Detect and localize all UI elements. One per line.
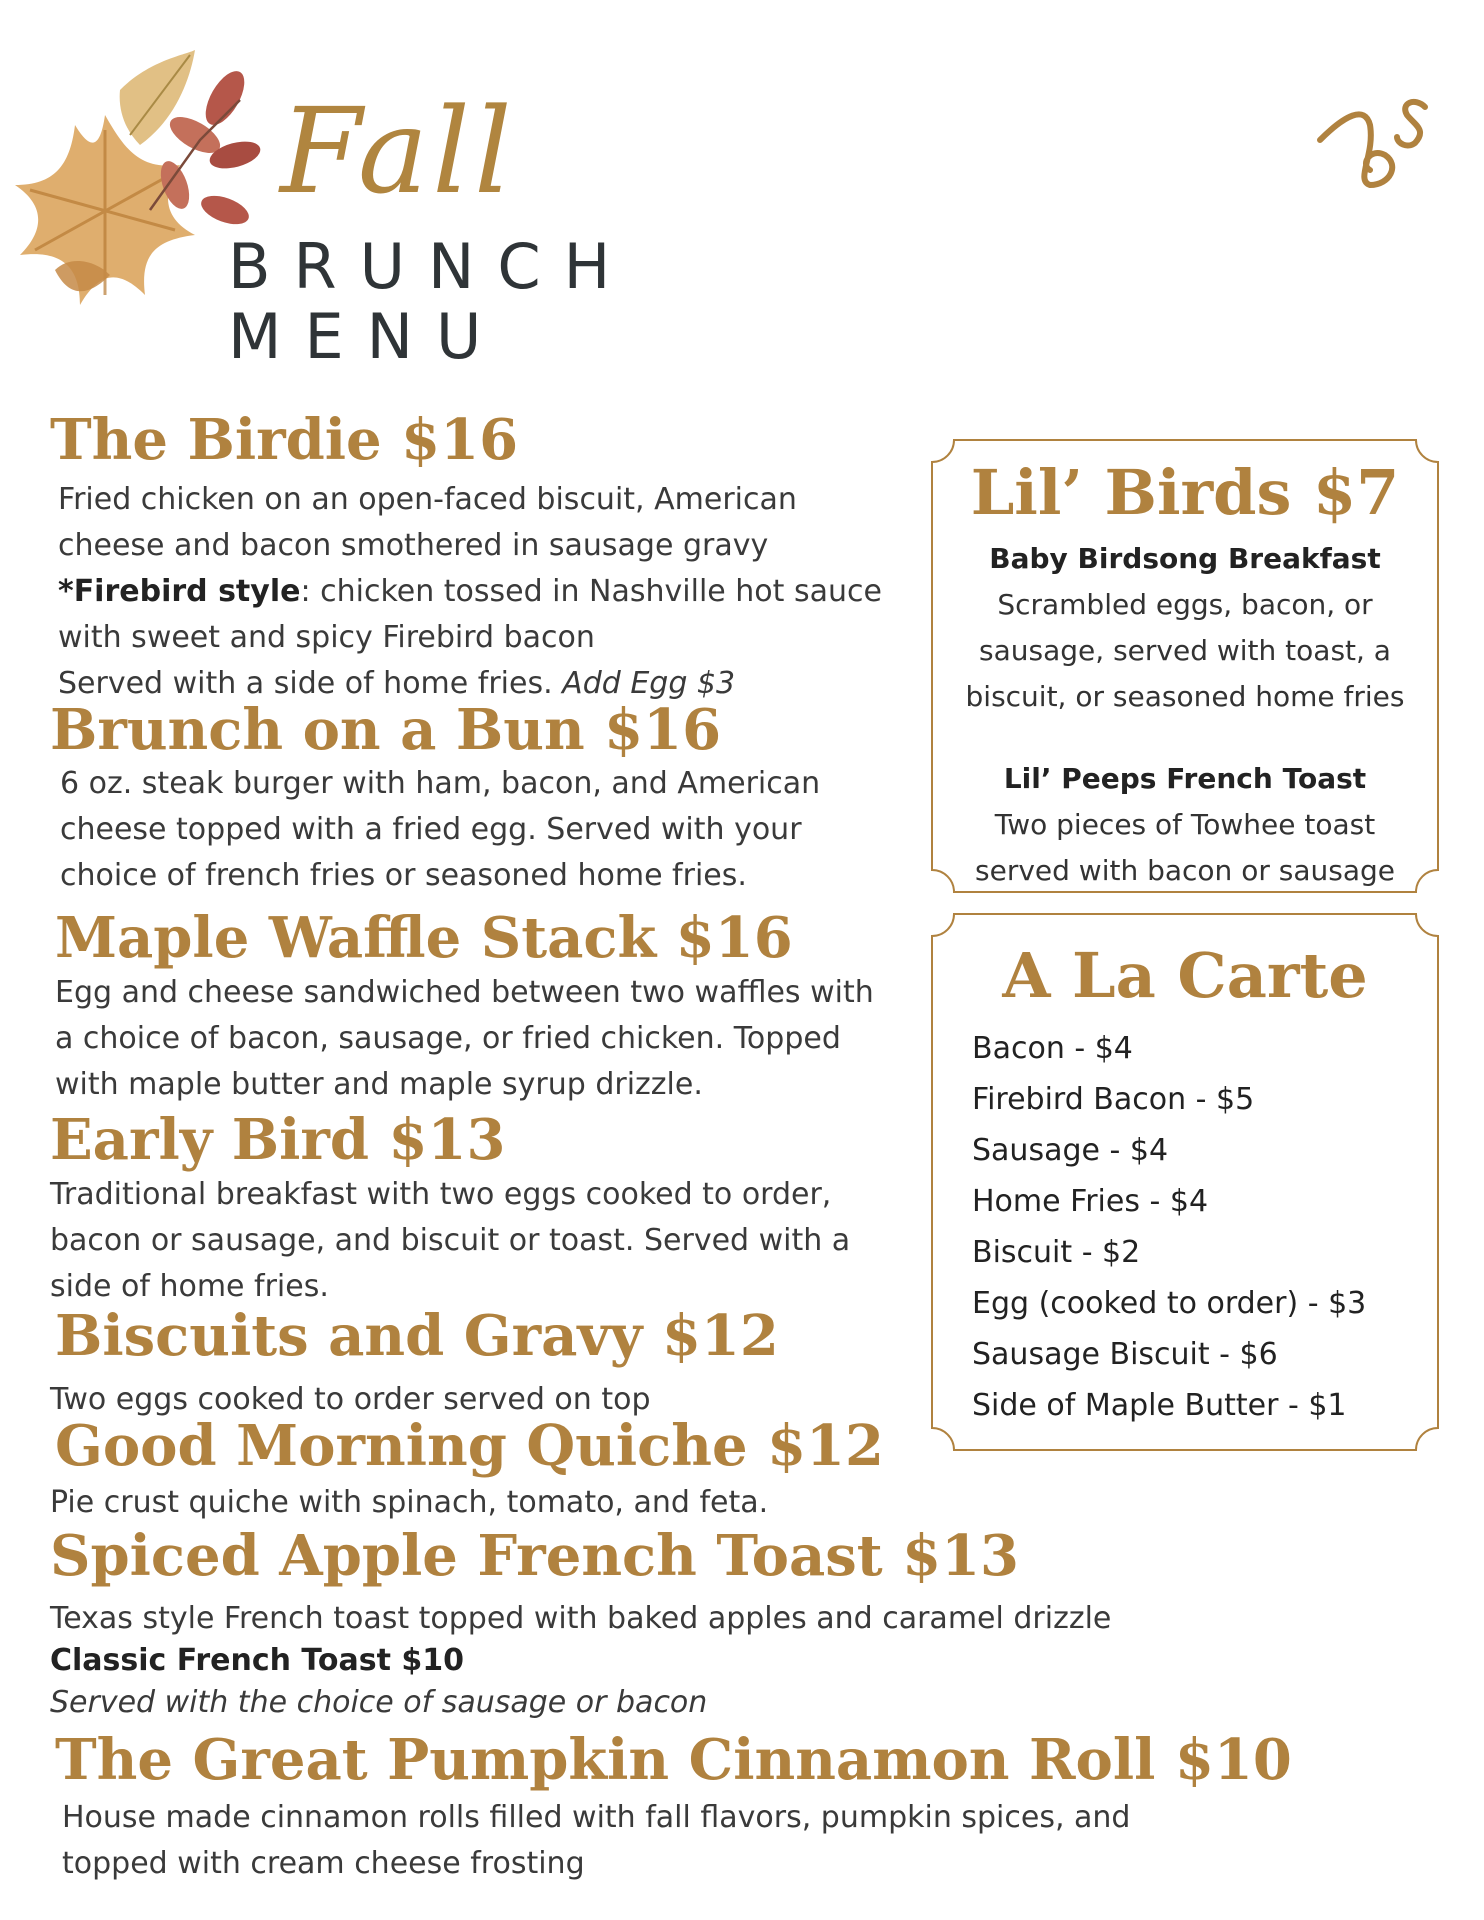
desc-line xyxy=(58,569,882,615)
dish-title-quiche: Good Morning Quiche $12 xyxy=(55,1413,884,1479)
add-egg-note: Add Egg $3 xyxy=(562,666,736,701)
firebird-style-label: *Firebird style xyxy=(58,574,301,609)
classic-french-toast xyxy=(50,1640,1111,1682)
dish-desc-waffle xyxy=(55,970,874,1108)
desc-line: with maple butter and maple syrup drizzle. xyxy=(55,1067,703,1102)
dish-desc-early-bird xyxy=(50,1172,850,1310)
baby-birdsong-desc: sausage, served with toast, a xyxy=(979,634,1391,667)
list-item: Egg (cooked to order) - $3 xyxy=(972,1286,1367,1321)
list-item: Sausage Biscuit - $6 xyxy=(972,1337,1278,1372)
desc-served: Served with a side of home fries. xyxy=(58,666,553,701)
desc-line-rest: : chicken tossed in Nashville hot sauce xyxy=(300,574,882,609)
desc-line: side of home fries. xyxy=(50,1269,329,1304)
a-la-carte-list xyxy=(940,1023,1430,1431)
desc-line: Texas style French toast topped with baked apples and caramel drizzle xyxy=(50,1601,1112,1636)
lil-birds-title: Lil’ Birds $7 xyxy=(970,456,1400,529)
baby-birdsong-name: Baby Birdsong Breakfast xyxy=(989,542,1381,575)
list-item: Firebird Bacon - $5 xyxy=(972,1082,1255,1117)
desc-line: Fried chicken on an open-faced biscuit, American xyxy=(58,482,797,517)
monogram-icon xyxy=(1315,85,1445,195)
desc-line: Egg and cheese sandwiched between two waffles with xyxy=(55,975,874,1010)
a-la-carte-box xyxy=(940,939,1430,1431)
desc-line: Traditional breakfast with two eggs cooked to order, xyxy=(50,1177,832,1212)
list-item: Bacon - $4 xyxy=(972,1031,1133,1066)
lil-birds-box xyxy=(940,456,1430,894)
desc-line: Pie crust quiche with spinach, tomato, and feta. xyxy=(50,1485,769,1520)
a-la-carte-title: A La Carte xyxy=(1002,939,1368,1012)
desc-line: House made cinnamon rolls filled with fall flavors, pumpkin spices, and xyxy=(62,1800,1131,1835)
desc-line xyxy=(50,1682,1111,1724)
dish-title-waffle: Maple Waffle Stack $16 xyxy=(55,905,793,971)
dish-desc-birdie xyxy=(58,477,882,707)
dish-title-biscuits: Biscuits and Gravy $12 xyxy=(55,1303,779,1369)
lil-peeps-desc: Two pieces of Towhee toast xyxy=(994,808,1376,841)
dish-title-early-bird: Early Bird $13 xyxy=(50,1107,506,1173)
dish-desc-bun xyxy=(60,761,820,899)
desc-line: bacon or sausage, and biscuit or toast. Served with a xyxy=(50,1223,851,1258)
dish-title-bun: Brunch on a Bun $16 xyxy=(50,697,722,763)
list-item: Home Fries - $4 xyxy=(972,1184,1209,1219)
desc-line: 6 oz. steak burger with ham, bacon, and American xyxy=(60,766,821,801)
desc-line: Two eggs cooked to order served on top xyxy=(50,1382,651,1417)
desc-line: a choice of bacon, sausage, or fried chicken. Topped xyxy=(55,1021,841,1056)
dish-desc-pumpkin xyxy=(62,1795,1130,1887)
classic-french-toast-label: Classic French Toast $10 xyxy=(50,1643,465,1678)
monogram-logo xyxy=(1315,85,1445,195)
baby-birdsong-desc: biscuit, or seasoned home fries xyxy=(965,680,1405,713)
desc-line: topped with cream cheese frosting xyxy=(62,1846,585,1881)
lil-peeps-name: Lil’ Peeps French Toast xyxy=(1003,762,1367,795)
desc-line: cheese topped with a fried egg. Served with your xyxy=(60,812,802,847)
desc-line: choice of french fries or seasoned home fries. xyxy=(60,858,747,893)
dish-title-apple: Spiced Apple French Toast $13 xyxy=(50,1523,1020,1589)
header-menu: MENU xyxy=(228,300,505,373)
dish-title-pumpkin: The Great Pumpkin Cinnamon Roll $10 xyxy=(55,1727,1292,1793)
lil-peeps-desc: served with bacon or sausage xyxy=(975,854,1395,887)
header-script-title: Fall xyxy=(280,82,516,220)
dish-title-birdie: The Birdie $16 xyxy=(50,407,519,473)
desc-line: cheese and bacon smothered in sausage gravy xyxy=(58,528,769,563)
list-item: Biscuit - $2 xyxy=(972,1235,1141,1270)
list-item: Side of Maple Butter - $1 xyxy=(972,1388,1347,1423)
desc-line: with sweet and spicy Firebird bacon xyxy=(58,620,595,655)
dish-desc-quiche xyxy=(50,1480,768,1526)
list-item: Sausage - $4 xyxy=(972,1133,1169,1168)
served-note: Served with the choice of sausage or bacon xyxy=(50,1685,708,1720)
header-brunch: BRUNCH xyxy=(228,230,634,303)
dish-desc-apple xyxy=(50,1598,1111,1724)
baby-birdsong-desc: Scrambled eggs, bacon, or xyxy=(997,588,1373,621)
